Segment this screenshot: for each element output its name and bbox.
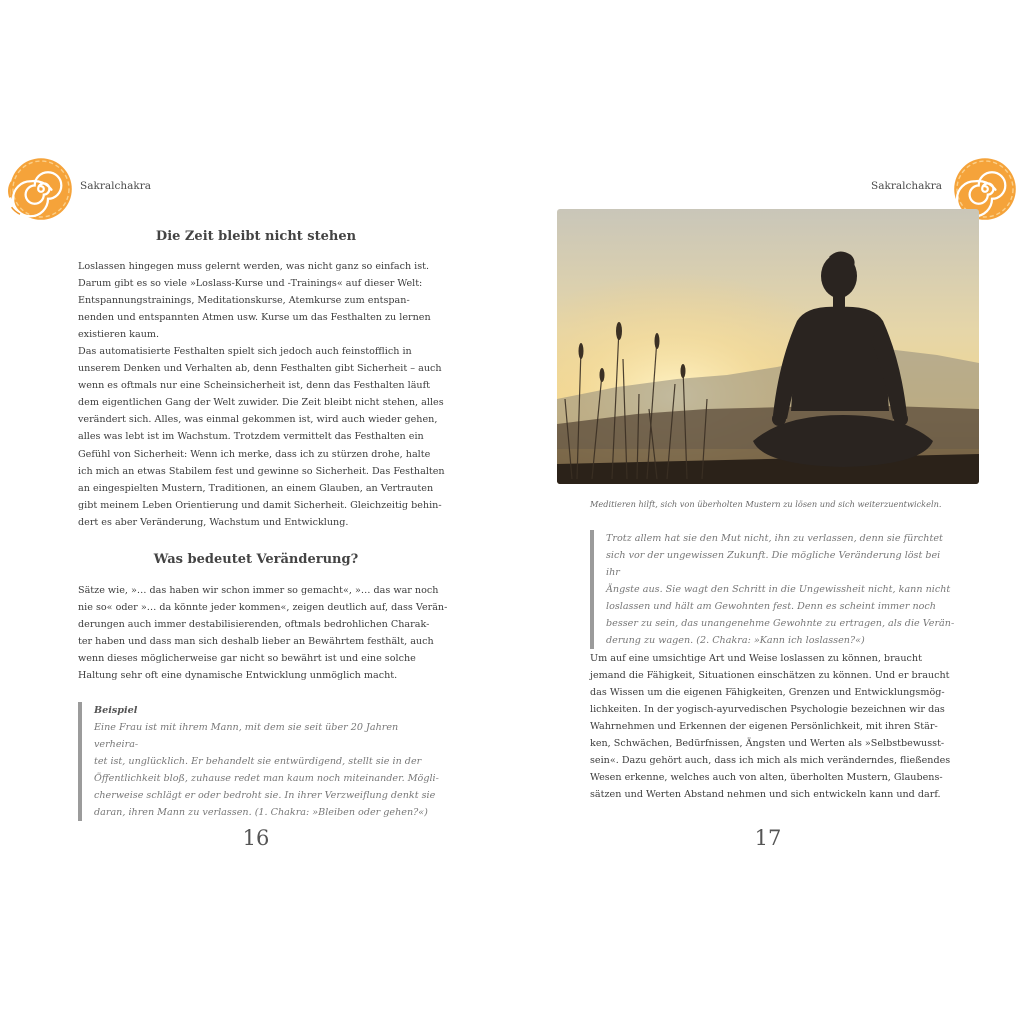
example-box xyxy=(78,702,444,821)
page-number: 16 xyxy=(242,826,270,850)
section-heading: Was bedeutet Veränderung? xyxy=(153,552,359,567)
orange-spiral-icon xyxy=(6,154,76,224)
body-paragraph: Loslassen hingegen muss gelernt werden, was nicht ganz so einfach ist. Darum gibt es so viele »Loslass-Kurse und -Trainings« auf dieser Welt: Entspannungstrainings, Meditationskurse, Atemkurse zum entspan- nenden und entspannten Atmen usw. Kurse um das Festhalten zu lernen existieren kaum. Das automatisierte Festhalten spielt sich jedoch auch feinstofflich in unserem Denken und Verhalten ab, denn Festhalten gibt Sicherheit – auch wenn es oftmals nur eine Scheinsicherheit ist, denn das Festhalten läuft dem eigentlichen Gang der Welt zuwider. Die Zeit bleibt nicht stehen, alles verändert sich. Alles, was einmal gekommen ist, wird auch wieder gehen, alles was lebt ist im Wachstum. Trotzdem vermittelt das Festhalten ein Gefühl von Sicherheit: Wenn ich merke, dass ich zu stürzen drohe, halte ich mich an etwas Stabilem fest und gewinne so Sicherheit. Das Festhalten an eingespielten Mustern, Traditionen, an einem Glauben, an Vertrauten gibt meinem Leben Orientierung und damit Sicherheit. Gleichzeitig behin- dert es aber Veränderung, Wachstum und Entwicklung. xyxy=(78,261,445,528)
body-paragraph: Um auf eine umsichtige Art und Weise loslassen zu können, braucht jemand die Fähigkeit, Situationen einschätzen zu können. Und er braucht das Wissen um die eigenen Fähigkeiten, Grenzen und Entwicklungsmög- lichkeiten. In der yogisch-ayurvedischen Psychologie bezeichnen wir das Wahrnehmen und Erkennen der eigenen Persönlichkeit, mit ihren Stär- ken, Schwächen, Bedürfnissen, Ängsten und Werten als »Selbstbewusst- sein«. Dazu gehört auch, dass ich mich als mich veränderndes, fließendes Wesen erkenne, welches auch von alten, überholten Mustern, Glaubens- sätzen und Werten Abstand nehmen und sich entwickeln kann und darf. xyxy=(590,653,951,801)
body-paragraph: Sätze wie, »… das haben wir schon immer so gemacht«, »… das war noch nie so« oder »… da könnte jeder kommen«, zeigen deutlich auf, dass Verän- derungen auch immer destabilisierenden, oftmals bedrohlichen Charak- ter haben und dass man sich deshalb lieber an Bewährtem festhält, auch wenn dieses möglicherweise gar nicht so bewährt ist und eine solche Haltung sehr oft eine dynamische Entwicklung unmöglich macht. xyxy=(78,585,448,682)
photo-caption: Meditieren hilft, sich von überholten Mustern zu lösen und sich weiterzuentwickeln. xyxy=(590,499,942,509)
example-text: Eine Frau ist mit ihrem Mann, mit dem sie seit über 20 Jahren verheira- tet ist, unglücklich. Er behandelt sie entwürdigend, stellt sie in der Öffentlichkeit bloß, zuhause redet man kaum noch miteinander. Mögli- cherweise schlägt er oder bedroht sie. In ihrer Verzweiflung denkt sie daran, ihren Mann zu verlassen. (1. Chakra: »Bleiben oder gehen?«) xyxy=(94,722,439,819)
quote-text: Trotz allem hat sie den Mut nicht, ihn zu verlassen, denn sie fürchtet sich vor der ungewissen Zukunft. Die mögliche Veränderung löst bei ihr Ängste aus. Sie wagt den Schritt in die Ungewissheit nicht, kann nicht loslassen und hält am Gewohnten fest. Denn es scheint immer noch besser zu sein, das unangenehme Gewohnte zu ertragen, als die Verän- derung zu wagen. (2. Chakra: »Kann ich loslassen?«) xyxy=(606,533,955,647)
page-number: 17 xyxy=(754,826,782,850)
section-heading: Die Zeit bleibt nicht stehen xyxy=(155,229,357,244)
running-head: Sakralchakra xyxy=(871,180,942,192)
meditation-photo xyxy=(557,209,979,484)
example-title: Beispiel xyxy=(94,705,138,716)
quote-box xyxy=(590,530,956,649)
running-head: Sakralchakra xyxy=(80,180,151,192)
right-page xyxy=(512,0,1024,1024)
